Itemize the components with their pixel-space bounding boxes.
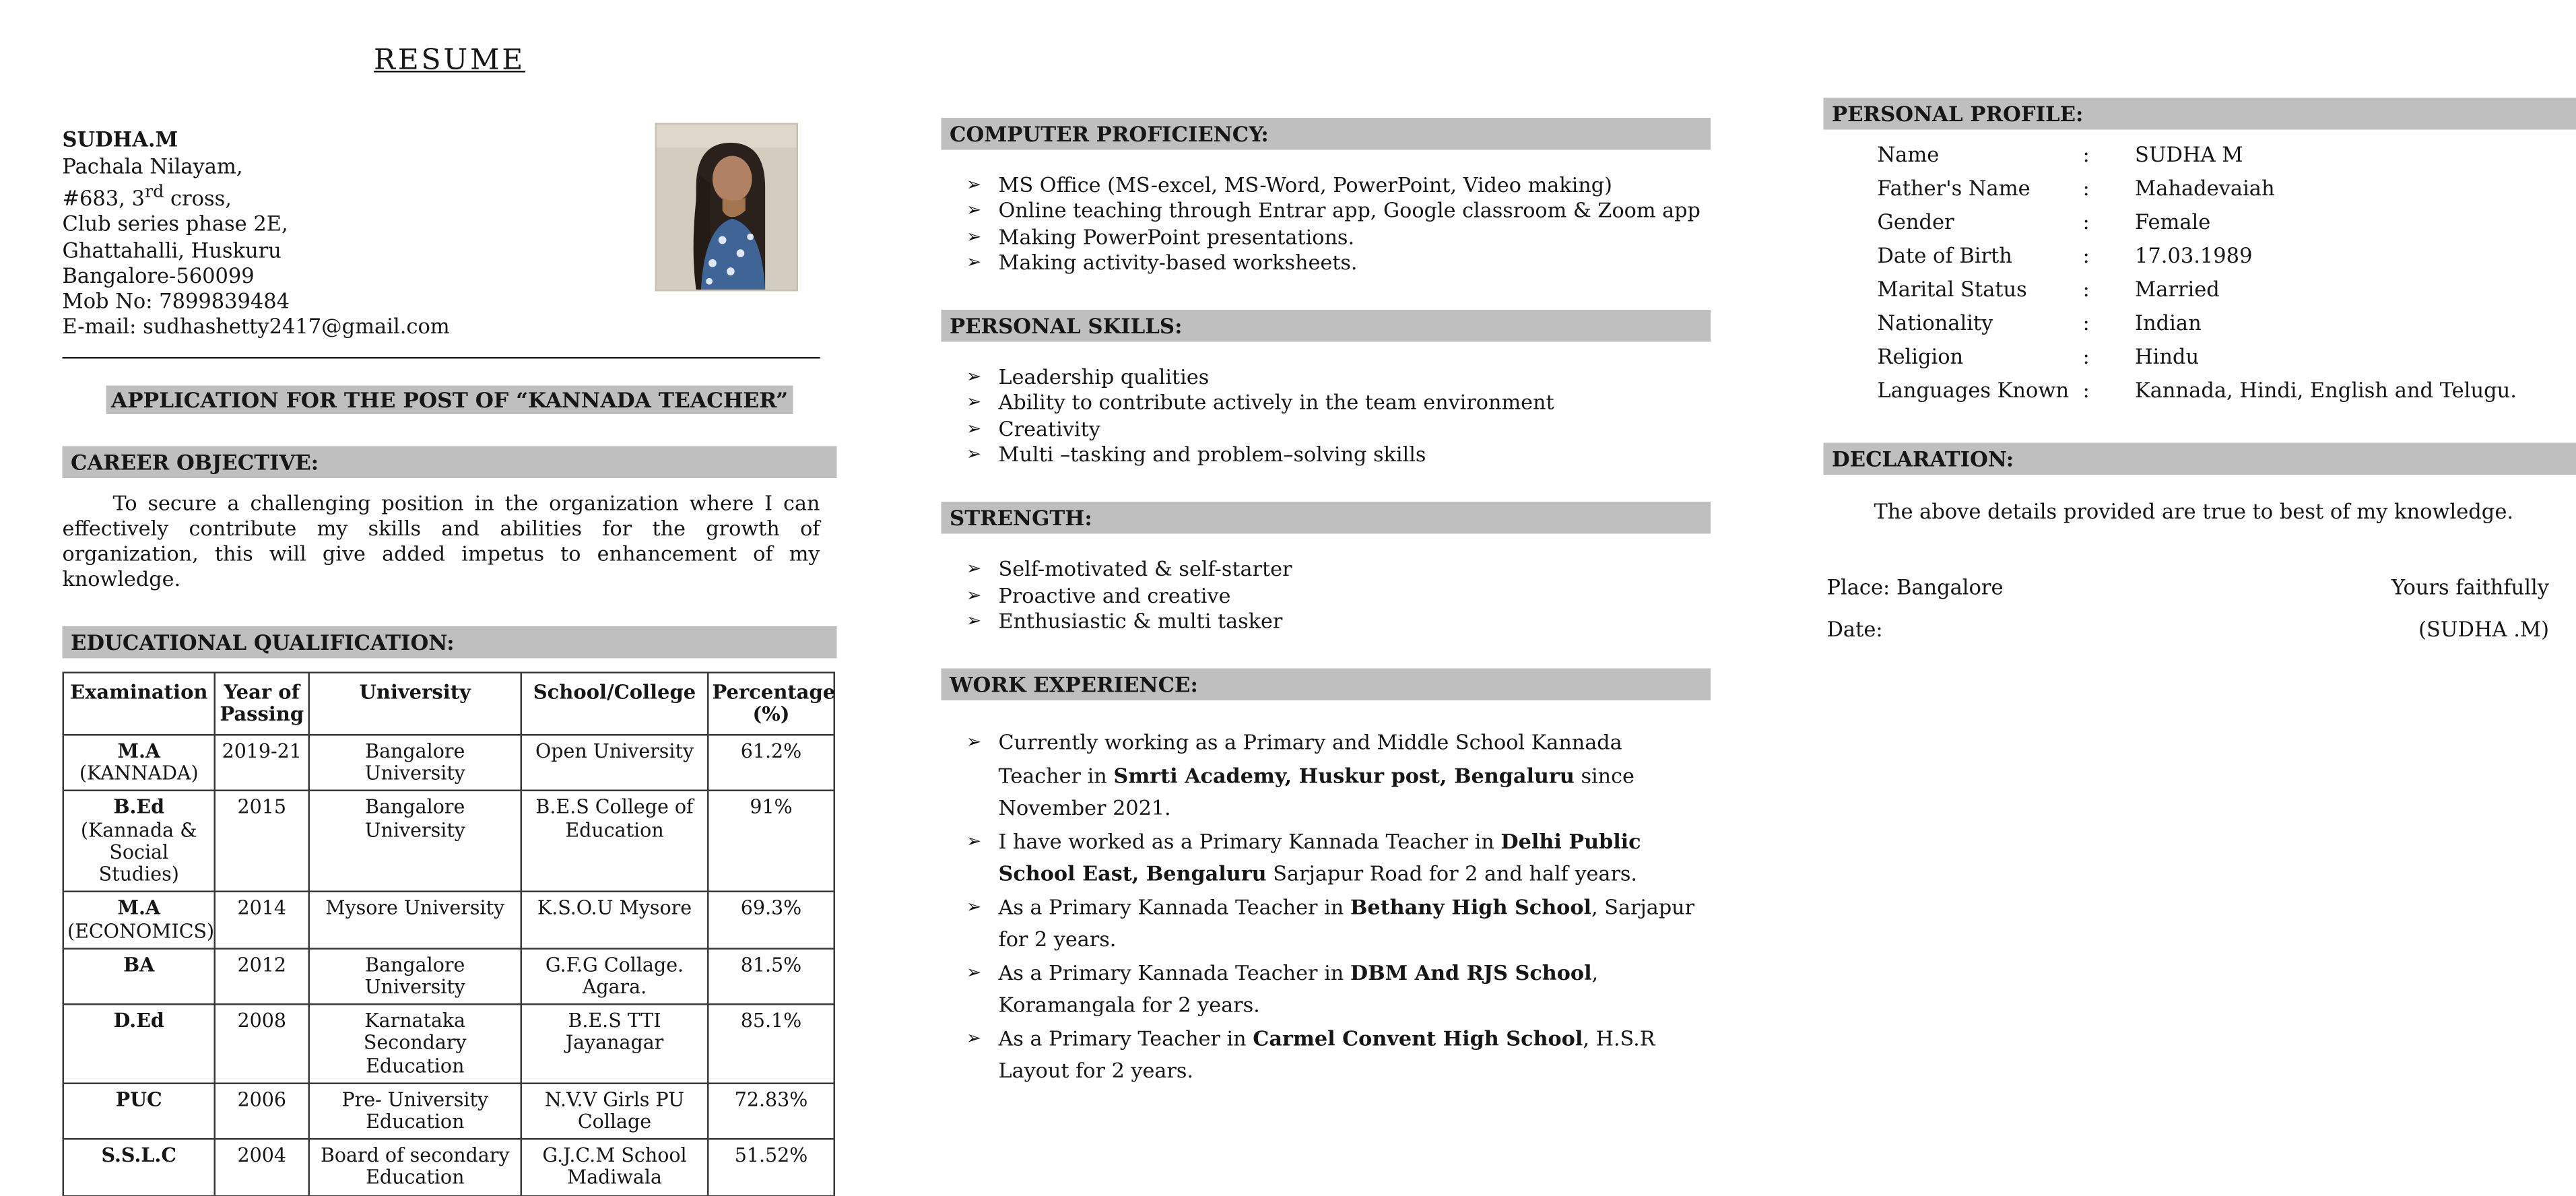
education-cell-university: Mysore University: [309, 892, 521, 948]
list-item-text: Making PowerPoint presentations.: [999, 225, 1355, 248]
profile-field-value: 17.03.1989: [2135, 246, 2576, 268]
declaration-text: The above details provided are true to best of my knowledge.: [1824, 500, 2576, 524]
contact-line: Ghattahalli, Huskuru: [63, 238, 820, 264]
career-objective-heading: CAREER OBJECTIVE:: [63, 447, 837, 479]
education-cell-year: 2019-21: [215, 735, 309, 791]
exam-name: M.A: [67, 741, 211, 763]
personal-profile-rows: [1824, 145, 2576, 403]
profile-field-value: Female: [2135, 212, 2576, 234]
profile-field-label: Date of Birth: [1878, 246, 2083, 268]
education-column-header: Examination: [63, 672, 215, 735]
personal-profile-heading: PERSONAL PROFILE:: [1824, 98, 2576, 130]
exam-name: PUC: [67, 1089, 211, 1111]
list-item-text: Multi –tasking and problem–solving skills: [999, 443, 1426, 467]
list-item: [942, 1023, 1711, 1089]
arrow-bullet-icon: ➢: [966, 174, 981, 199]
education-table: [63, 671, 836, 1196]
contact-line: #683, 3rd cross,: [63, 180, 820, 213]
left-column: [63, 44, 837, 1196]
table-row: [63, 1139, 834, 1196]
exam-name: M.A: [67, 898, 211, 920]
profile-field-label: Marital Status: [1878, 279, 2083, 302]
exam-name: D.Ed: [67, 1010, 211, 1032]
profile-field-label: Religion: [1878, 347, 2083, 369]
profile-row: [1824, 178, 2576, 201]
education-cell-university: Pre- University Education: [309, 1083, 521, 1139]
arrow-bullet-icon: ➢: [966, 1023, 981, 1056]
arrow-bullet-icon: ➢: [966, 251, 981, 276]
education-cell-percentage: 85.1%: [708, 1005, 834, 1084]
closing-label: Yours faithfully: [2391, 576, 2549, 599]
exam-subject: (KANNADA): [67, 763, 211, 785]
middle-column: [942, 118, 1711, 1089]
education-table-head: [63, 672, 834, 735]
arrow-bullet-icon: ➢: [966, 225, 981, 251]
education-cell-exam: [63, 791, 215, 892]
profile-field-value: Mahadevaiah: [2135, 178, 2576, 201]
arrow-bullet-icon: ➢: [966, 892, 981, 925]
list-item-text: Enthusiastic & multi tasker: [999, 609, 1283, 633]
list-item-text: Online teaching through Entrar app, Google classroom & Zoom app: [999, 199, 1700, 223]
profile-field-label: Gender: [1878, 212, 2083, 234]
arrow-bullet-icon: ➢: [966, 417, 981, 442]
profile-field-value: Indian: [2135, 313, 2576, 335]
education-cell-year: 2008: [215, 1005, 309, 1084]
education-cell-university: Bangalore University: [309, 791, 521, 892]
list-item-text: Currently working as a Primary and Middle School Kannada Teacher in Smrti Academy, Huskur post, Bengaluru since November 2021.: [999, 731, 1634, 821]
list-item-text: Leadership qualities: [999, 366, 1210, 389]
declaration-heading: DECLARATION:: [1824, 443, 2576, 475]
education-column-header: School/College: [521, 672, 708, 735]
education-cell-percentage: 81.5%: [708, 948, 834, 1005]
list-item-text: Ability to contribute actively in the team environment: [999, 391, 1554, 415]
profile-colon: :: [2083, 347, 2136, 369]
list-item: [942, 391, 1711, 417]
list-item: [942, 584, 1711, 609]
profile-row: [1824, 246, 2576, 268]
list-item: [942, 826, 1711, 892]
list-item-text: MS Office (MS-excel, MS-Word, PowerPoint, Video making): [999, 174, 1612, 197]
education-cell-school: G.J.C.M School Madiwala: [521, 1139, 708, 1196]
list-item: [942, 225, 1711, 251]
profile-field-value: SUDHA M: [2135, 145, 2576, 167]
list-item: [942, 892, 1711, 958]
table-row: [63, 948, 834, 1005]
contact-line: E-mail: sudhashetty2417@gmail.com: [63, 315, 820, 341]
table-row: [63, 735, 834, 791]
profile-field-value: Married: [2135, 279, 2576, 302]
education-column-header: Percentage (%): [708, 672, 834, 735]
profile-row: [1824, 212, 2576, 234]
education-header-row: [63, 672, 834, 735]
list-item-text: As a Primary Teacher in Carmel Convent High School, H.S.R Layout for 2 years.: [999, 1026, 1655, 1083]
profile-field-label: Name: [1878, 145, 2083, 167]
education-table-body: [63, 735, 834, 1195]
list-item: [942, 958, 1711, 1024]
date-label: Date:: [1827, 618, 1883, 642]
education-cell-year: 2014: [215, 892, 309, 948]
place-closing-row: [1824, 576, 2576, 599]
contact-block: [63, 128, 820, 360]
profile-field-label: Languages Known: [1878, 380, 2083, 403]
education-cell-year: 2004: [215, 1139, 309, 1196]
list-item: [942, 174, 1711, 199]
application-title: [63, 388, 837, 413]
arrow-bullet-icon: ➢: [966, 584, 981, 609]
profile-field-label: Nationality: [1878, 313, 2083, 335]
profile-row: [1824, 279, 2576, 302]
list-item-text: Proactive and creative: [999, 584, 1231, 607]
profile-colon: :: [2083, 178, 2136, 201]
personal-skills-list: [942, 366, 1711, 469]
education-cell-school: N.V.V Girls PU Collage: [521, 1083, 708, 1139]
profile-field-value: Hindu: [2135, 347, 2576, 369]
profile-field-label: Father's Name: [1878, 178, 2083, 201]
list-item-text: Making activity-based worksheets.: [999, 251, 1358, 274]
education-cell-university: Karnataka Secondary Education: [309, 1005, 521, 1084]
page-title: RESUME: [374, 44, 525, 77]
education-cell-exam: [63, 1005, 215, 1084]
education-cell-school: G.F.G Collage. Agara.: [521, 948, 708, 1005]
education-cell-percentage: 69.3%: [708, 892, 834, 948]
profile-colon: :: [2083, 145, 2136, 167]
right-column: [1824, 98, 2576, 642]
education-cell-percentage: 72.83%: [708, 1083, 834, 1139]
education-cell-percentage: 91%: [708, 791, 834, 892]
work-experience-list: [942, 728, 1711, 1089]
education-cell-school: B.E.S College of Education: [521, 791, 708, 892]
personal-skills-heading: PERSONAL SKILLS:: [942, 310, 1711, 342]
profile-colon: :: [2083, 279, 2136, 302]
education-heading: EDUCATIONAL QUALIFICATION:: [63, 626, 837, 658]
arrow-bullet-icon: ➢: [966, 826, 981, 859]
profile-field-value: Kannada, Hindi, English and Telugu.: [2135, 380, 2576, 403]
table-row: [63, 1005, 834, 1084]
profile-colon: :: [2083, 380, 2136, 403]
contact-line: Club series phase 2E,: [63, 213, 820, 238]
list-item: [942, 251, 1711, 276]
profile-row: [1824, 145, 2576, 167]
profile-colon: :: [2083, 246, 2136, 268]
exam-subject: (ECONOMICS): [67, 920, 211, 942]
profile-row: [1824, 313, 2576, 335]
education-cell-school: B.E.S TTI Jayanagar: [521, 1005, 708, 1084]
exam-name: B.Ed: [67, 797, 211, 820]
education-cell-year: 2006: [215, 1083, 309, 1139]
education-cell-exam: [63, 735, 215, 791]
list-item-text: Self-motivated & self-starter: [999, 558, 1292, 581]
list-item: [942, 199, 1711, 225]
computer-proficiency-heading: COMPUTER PROFICIENCY:: [942, 118, 1711, 150]
table-row: [63, 791, 834, 892]
work-experience-heading: WORK EXPERIENCE:: [942, 669, 1711, 701]
education-cell-percentage: 61.2%: [708, 735, 834, 791]
arrow-bullet-icon: ➢: [966, 728, 981, 761]
education-cell-percentage: 51.52%: [708, 1139, 834, 1196]
list-item: [942, 366, 1711, 391]
computer-proficiency-list: [942, 174, 1711, 277]
list-item-text: As a Primary Kannada Teacher in DBM And RJS School, Koramangala for 2 years.: [999, 961, 1599, 1018]
profile-row: [1824, 347, 2576, 369]
education-cell-school: K.S.O.U Mysore: [521, 892, 708, 948]
strength-heading: STRENGTH:: [942, 502, 1711, 535]
arrow-bullet-icon: ➢: [966, 558, 981, 583]
contact-line: Bangalore-560099: [63, 264, 820, 290]
arrow-bullet-icon: ➢: [966, 609, 981, 635]
list-item: [942, 558, 1711, 583]
table-row: [63, 892, 834, 948]
exam-name: BA: [67, 954, 211, 976]
profile-row: [1824, 380, 2576, 403]
education-cell-year: 2012: [215, 948, 309, 1005]
list-item-text: As a Primary Kannada Teacher in Bethany High School, Sarjapur for 2 years.: [999, 895, 1695, 952]
education-column-header: Year of Passing: [215, 672, 309, 735]
profile-photo-image: [657, 125, 797, 290]
career-objective-text: To secure a challenging position in the organization where I can effectively contribute my skills and abilities for the growth of organization, this will give added impetus to enhancement of my knowledge.: [63, 492, 820, 592]
education-cell-university: Bangalore University: [309, 735, 521, 791]
contact-line: Pachala Nilayam,: [63, 155, 820, 180]
arrow-bullet-icon: ➢: [966, 366, 981, 391]
list-item-text: Creativity: [999, 417, 1100, 440]
profile-colon: :: [2083, 313, 2136, 335]
education-cell-university: Board of secondary Education: [309, 1139, 521, 1196]
education-cell-university: Bangalore University: [309, 948, 521, 1005]
list-item-text: I have worked as a Primary Kannada Teacher in Delhi Public School East, Bengaluru Sarjapur Road for 2 and half years.: [999, 830, 1641, 886]
education-cell-school: Open University: [521, 735, 708, 791]
arrow-bullet-icon: ➢: [966, 443, 981, 469]
list-item: [942, 443, 1711, 469]
exam-subject: (Kannada & Social Studies): [67, 820, 211, 886]
list-item: [942, 417, 1711, 442]
education-cell-year: 2015: [215, 791, 309, 892]
contact-line: Mob No: 7899839484: [63, 290, 820, 315]
arrow-bullet-icon: ➢: [966, 199, 981, 225]
application-title-text: APPLICATION FOR THE POST OF “KANNADA TEACHER”: [106, 387, 793, 416]
arrow-bullet-icon: ➢: [966, 391, 981, 417]
exam-name: S.S.L.C: [67, 1145, 211, 1167]
list-item: [942, 728, 1711, 826]
profile-photo: [655, 123, 799, 292]
date-signature-row: [1824, 618, 2576, 642]
place-label: Place: Bangalore: [1827, 576, 2004, 599]
arrow-bullet-icon: ➢: [966, 958, 981, 991]
contact-name: SUDHA.M: [63, 128, 820, 152]
strength-list: [942, 558, 1711, 635]
education-cell-exam: [63, 1139, 215, 1196]
signature: (SUDHA .M): [2418, 618, 2549, 642]
list-item: [942, 609, 1711, 635]
profile-colon: :: [2083, 212, 2136, 234]
education-cell-exam: [63, 948, 215, 1005]
education-cell-exam: [63, 892, 215, 948]
education-column-header: University: [309, 672, 521, 735]
